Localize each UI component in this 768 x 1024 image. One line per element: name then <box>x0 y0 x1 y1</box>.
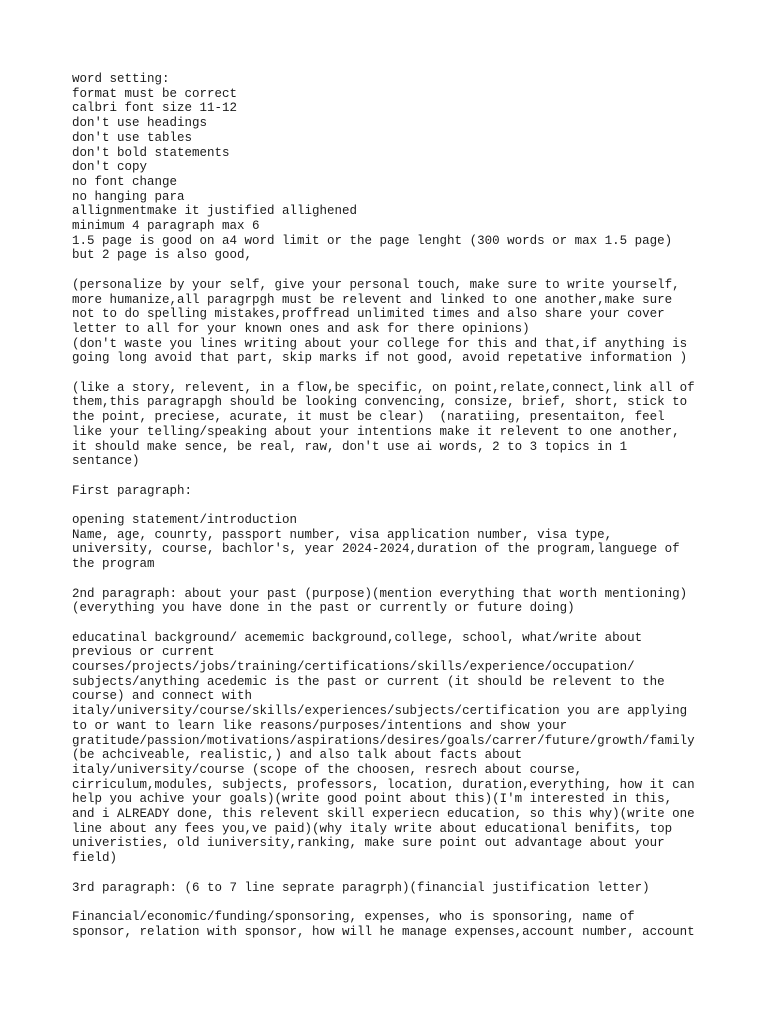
educational-background-details: educatinal background/ acememic background,college, school, what/write about previous or current courses/projects/jobs/training/certifications/skills/experience/occupation/ subjects/anything acedemic is the past or current (it should be relevent to the course) and connect with italy/university/course/skills/experiences/subjects/certification you are applying to or want to learn like reasons/purposes/intentions and show your gratitude/passion/motivations/aspirations/desires/goals/carrer/future/growth/family (be achciveable, realistic,) and also talk about facts about italy/university/course (scope of the choosen, resrech about course, cirriculum,modules, subjects, professors, location, duration,everything, how it can help you achive your goals)(write good point about this)(I'm interested in this, and i ALREADY done, this relevent skill experiecn education, so this why)(write one line about any fees you,ve paid)(why italy write about educational benifits, top univeristies, old iuniversity,ranking, make sure point out advantage about your field) <box>72 630 695 866</box>
first-paragraph-label: First paragraph: <box>72 483 193 498</box>
personalize-guidelines: (personalize by your self, give your personal touch, make sure to write yourself, more humanize,all paragrpgh must be relevent and linked to one another,make sure not to do spelling mistakes,proffread unlimited times and also share your cover letter to all for your known ones and ask for there opinions) (don't waste you lines writing about your college for this and that,if anything is going long avoid that part, skip marks if not good, avoid repetative information ) <box>72 277 688 366</box>
second-paragraph-label: 2nd paragraph: about your past (purpose)(mention everything that worth mentioning) (everything you have done in the past or currently or future doing) <box>72 586 688 616</box>
introduction-details: opening statement/introduction Name, age, counrty, passport number, visa application number, visa type, university, course, bachlor's, year 2024-2024,duration of the program,languege of the program <box>72 513 680 572</box>
story-flow-guidelines: (like a story, relevent, in a flow,be specific, on point,relate,connect,link all of them,this paragrapgh should be looking convencing, consize, brief, short, stick to the point, preciese, acurate, it must be clear) (naratiing, presentaiton, feel like your telling/speaking about your intentions make it relevent to one another, it should make sence, be real, raw, don't use ai words, 2 to 3 topics in 1 sentance) <box>72 380 695 469</box>
document-page <box>72 72 712 954</box>
financial-details: Financial/economic/funding/sponsoring, expenses, who is sponsoring, name of sponsor, relation with sponsor, how will he manage expenses,account number, account <box>72 909 695 939</box>
word-setting-rules: word setting: format must be correct calbri font size 11-12 don't use headings don't use tables don't bold statements don't copy no font change no hanging para allignmentmake it justified allighened minimum 4 paragraph max 6 1.5 page is good on a4 word limit or the page lenght (300 words or max 1.5 page) but 2 page is also good, <box>72 72 673 263</box>
third-paragraph-label: 3rd paragraph: (6 to 7 line seprate paragrph)(financial justification letter) <box>72 880 650 895</box>
